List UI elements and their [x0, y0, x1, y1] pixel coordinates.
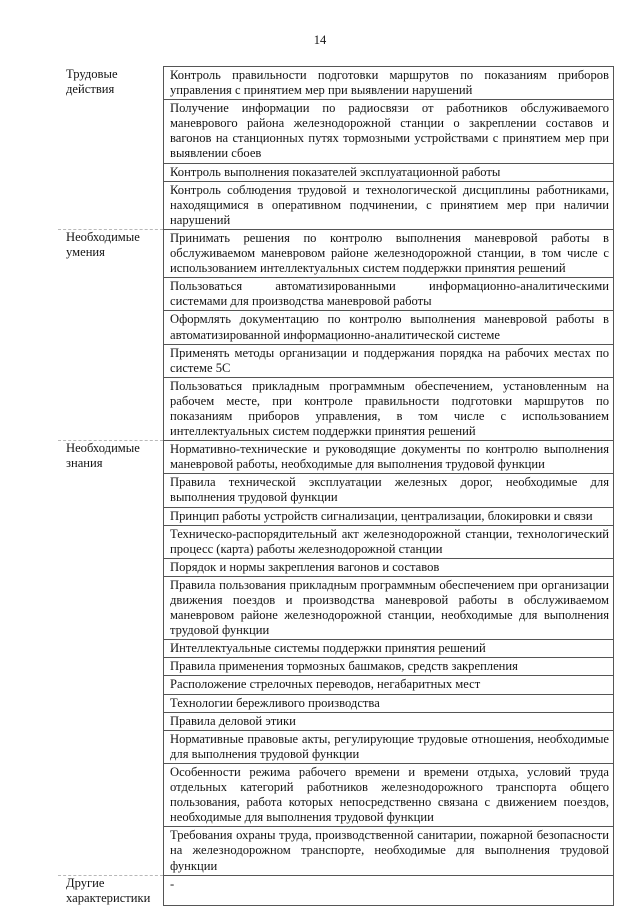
table-cell: Пользоваться автоматизированными информационно-аналитическими системами для производства маневровой работы [164, 278, 614, 311]
table-cell: Техническо-распорядительный акт железнодорожной станции, технологический процесс (карта) работы железнодорожной станции [164, 525, 614, 558]
table-cell: Контроль правильности подготовки маршрутов по показаниям приборов управления с принятием мер при выявлении нарушений [164, 67, 614, 100]
table-cell: Интеллектуальные системы поддержки принятия решений [164, 640, 614, 658]
table-cell: Нормативно-технические и руководящие документы по контролю выполнения маневровой работы, необходимые для выполнения трудовой функции [164, 441, 614, 474]
section-label: Необходимые умения [58, 229, 164, 440]
table-cell: Пользоваться прикладным программным обеспечением, установленным на рабочем месте, при контроле правильности подготовки маршрутов по показаниям приборов управления, в том числе с использованием интеллектуальных систем поддержки принятия решений [164, 377, 614, 440]
section-label: Другие характеристики [58, 875, 164, 906]
table-row [58, 875, 614, 906]
table-cell: Правила технической эксплуатации железных дорог, необходимые для выполнения трудовой функции [164, 474, 614, 507]
page-number: 14 [313, 33, 327, 47]
table-cell: Принцип работы устройств сигнализации, централизации, блокировки и связи [164, 507, 614, 525]
table-cell: - [164, 875, 614, 906]
table-cell: Порядок и нормы закрепления вагонов и составов [164, 558, 614, 576]
table-cell: Правила применения тормозных башмаков, средств закрепления [164, 658, 614, 676]
table-row [58, 67, 614, 100]
table-cell: Принимать решения по контролю выполнения маневровой работы в обслуживаемом маневровом районе железнодорожной станции, в том числе с использованием интеллектуальных систем поддержки принятия решений [164, 229, 614, 277]
table-cell: Контроль соблюдения трудовой и технологической дисциплины работниками, находящимися в оперативном подчинении, с принятием мер при наличии нарушений [164, 181, 614, 229]
table-cell: Оформлять документацию по контролю выполнения маневровой работы в автоматизированной информационно-аналитической системе [164, 311, 614, 344]
competency-table [58, 66, 614, 906]
table-cell: Технологии бережливого производства [164, 694, 614, 712]
table-cell: Расположение стрелочных переводов, негабаритных мест [164, 676, 614, 694]
table-cell: Правила деловой этики [164, 712, 614, 730]
section-label: Необходимые знания [58, 441, 164, 875]
table-cell: Правила пользования прикладным программным обеспечением при организации движения поездов и производства маневровой работы в обслуживаемом маневровом районе железнодорожной станции, необходимые для выполнения трудовой функции [164, 576, 614, 639]
table-cell: Требования охраны труда, производственной санитарии, пожарной безопасности на железнодорожном транспорте, необходимые для выполнения трудовой функции [164, 827, 614, 875]
table-cell: Получение информации по радиосвязи от работников обслуживаемого маневрового района железнодорожной станции о закреплении составов и вагонов на станционных путях тормозными устройствами с принятием мер при выявлении сбоев [164, 100, 614, 163]
table-cell: Особенности режима рабочего времени и времени отдыха, условий труда отдельных категорий работников железнодорожного транспорта общего пользования, работа которых непосредственно связана с движением поездов, необходимые для выполнения трудовой функции [164, 763, 614, 826]
table-row [58, 441, 614, 474]
table-cell: Контроль выполнения показателей эксплуатационной работы [164, 163, 614, 181]
section-label: Трудовые действия [66, 66, 118, 96]
table-cell: Нормативные правовые акты, регулирующие трудовые отношения, необходимые для выполнения трудовой функции [164, 730, 614, 763]
table-row [58, 229, 614, 277]
table-cell: Применять методы организации и поддержания порядка на рабочих местах по системе 5С [164, 344, 614, 377]
